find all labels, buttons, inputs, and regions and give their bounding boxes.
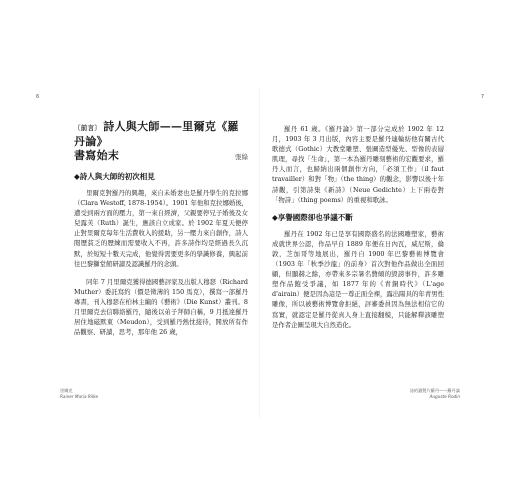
chapter-title: [74, 120, 248, 163]
right-page: [260, 88, 490, 418]
title-tag: 〔前言〕: [74, 124, 102, 132]
left-footer-en: Rainer Maria Rilke: [60, 394, 99, 399]
left-footer: [60, 388, 98, 400]
left-body: [74, 172, 248, 345]
title-line-1: 詩人與大師——里爾克《羅丹論》: [74, 120, 239, 148]
left-paragraph-1: 里爾克對羅丹的興趣，來自未婚妻也是羅丹學生的克拉娜（Clara Westoff, 1878-1954）。1901 年他和克拉娜婚後，遭受到兩方面的壓力，第一來自經濟，父親要停兄子婚後及女兒露芙（Ruth）誕生，應該自立成家。於 1902 年夏天便停止對里爾克每年生活費收入的援助，另一壓力來自創作，詩人閱歷貧乏的歷練而需要收入不再，許多詩作均是經過長久沉默，於短短十數天完成，他覺得需要更多的學識修養，興起前往巴黎獅堂館研讀及認識羅丹的念頭。: [74, 189, 249, 268]
right-footer: [410, 388, 460, 400]
section-heading-1: ◆詩人與大師的初次相見: [74, 172, 155, 181]
right-paragraph-1: 羅丹 61 歲。《羅丹論》第一部分完成於 1902 年 12 月，1903 年 3 月出版，內容主要是羅丹連輪紡他有關古代歌德式（Gothic）大教堂雕塑、張圖造型優先、型像的表層肌理，尋找「生命」，第一本為羅丹雕刻藝術的宏觀要求，羅丹人而言，也歸納出兩個創作方向，「必須工作」（il faut travailler）和對「物」（the thing）的觀念，影響以後十年詩觀，引第詩集《新詩》（Neue Gedichte）上下兩卷對「物詩」（thing poems）的重視和歌詠。: [272, 125, 444, 204]
left-footer-cn: 里爾克: [60, 388, 73, 393]
right-body: [272, 124, 444, 338]
right-paragraph-2: 羅丹在 1902 年已是享有國際盛名的法國雕塑家，藝術成就世界公認，作品早自 1889 年便在日內瓦，威尼斯，倫敦，芝加哥等地展出，羅丹自 1900 年巴黎藝術博覽會（1903 年「秋季沙龍」的前身）首次對他作品做出全面回顧，但顯赫之餘，亦帶來多宗暑名贊頗的毀謗事件，許多雕塑作品飽受爭議，如 1877 年的《青銅時代》（L'age d'airain）便是因為這是一尊正面全裸，露出陽具的年青男性雕像，所以被藝術博覽會拒絕，評審委員因為無法相信它的寫實，就認定是羅丹從真人身上直接翻模，只能解釋該雕塑是作者企圖呈現大自然造化。: [272, 229, 444, 329]
left-page-number: 6: [36, 94, 40, 100]
right-page-number: 7: [480, 94, 484, 100]
right-footer-cn: 詩的遺製片羅丹——羅丹論: [409, 388, 460, 393]
left-paragraph-2: 同年 7 月里爾克獲得德國藝評家及出版人穆瑟（Richard Muther）委託寫約（價是徵薄的 150 馬克），撰寫一部羅丹專書，刊入穆瑟在柏林主編的《藝術》（Die Kunst）叢刊。8 月里爾克去信聯絡羅丹，隨後以弟子拜師自稱，9 月抵達羅丹居住地磁默東（Meudon），受到羅丹熱忱接待，開放所有作品觀察、研讀，思考，那年他 26 歲，: [74, 277, 248, 337]
book-spread: [30, 88, 490, 418]
section-heading-2: ◆享譽國際卻也爭議不斷: [272, 212, 353, 222]
title-line-2: 書寫始末: [74, 149, 120, 162]
author-name: 張綠: [235, 153, 248, 161]
left-page: [30, 88, 260, 418]
right-footer-en: Auguste Rodin: [429, 394, 460, 399]
